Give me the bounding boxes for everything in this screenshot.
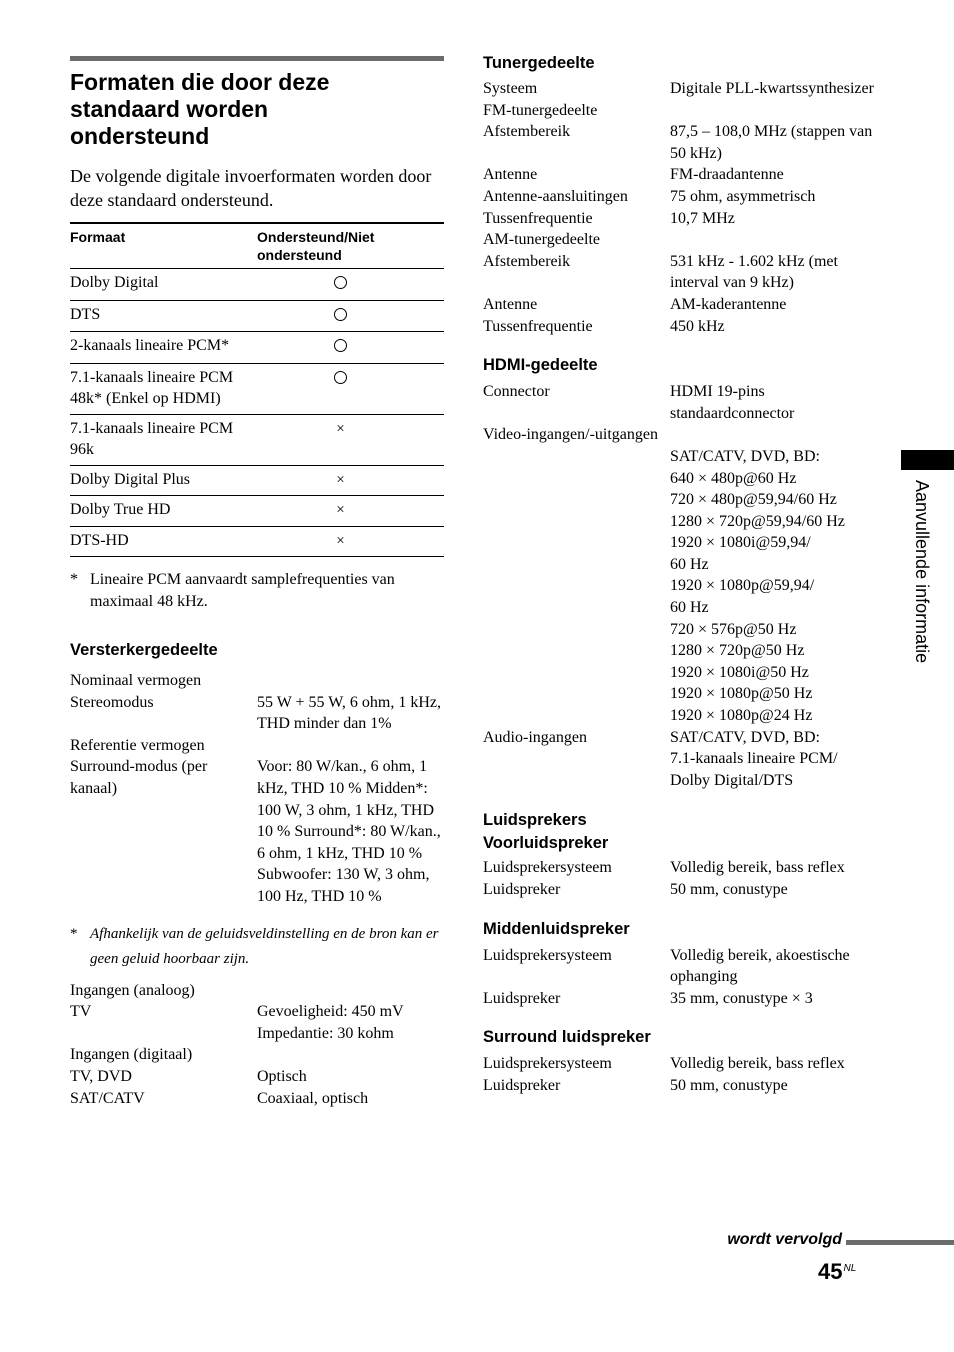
side-label-text: Aanvullende informatie [912,480,932,664]
hdmi-video-line: 720 × 480p@59,94/60 Hz [670,491,837,509]
spec-value: 75 ohm, asymmetrisch [670,187,816,205]
spec-row [483,945,883,988]
support-symbol [257,414,444,465]
spec-value: Volledig bereik, bass reflex [670,859,845,877]
spec-label: TV [70,1003,92,1021]
spec-row [70,1044,444,1066]
center-speaker-spec-list [483,945,883,1010]
spec-label: Ingangen (analoog) [70,981,195,999]
spec-value: 50 mm, conustype [670,1076,788,1094]
side-tab-marker [901,450,954,470]
spec-value [670,100,883,122]
table-row [70,363,444,414]
spec-row [70,1066,444,1088]
table-row [70,496,444,527]
supported-circle-icon [334,371,347,384]
spec-row [483,121,883,164]
spec-value: 50 mm, conustype [670,881,788,898]
format-name: DTS [70,300,257,332]
spec-row [70,980,444,1002]
support-symbol [257,363,444,414]
hdmi-video-line: 60 Hz [670,599,709,617]
spec-label: Luidsprekersysteem [483,946,612,964]
spec-label: Luidspreker [483,881,561,898]
hdmi-audio-line: SAT/CATV, DVD, BD: [670,728,820,746]
support-symbol [257,465,444,496]
spec-value [257,735,444,757]
title-line: ondersteund [70,123,210,149]
spec-value: FM-draadantenne [670,166,784,184]
supported-circle-icon [334,339,347,352]
spec-value [670,229,883,251]
not-supported-cross-icon: × [336,471,345,488]
spec-row [483,381,883,424]
support-symbol [257,332,444,364]
format-name: 7.1-kanaals lineaire PCM 96k [70,414,257,465]
spec-label: Luidsprekersysteem [483,859,612,877]
table-footnote [70,569,444,613]
spec-label: Luidsprekersysteem [483,1055,612,1073]
amp-spec-list [70,670,444,908]
table-row [70,465,444,496]
spec-label: Connector [483,383,550,401]
hdmi-heading: HDMI-gedeelte [483,356,598,375]
spec-value: 35 mm, conustype × 3 [670,989,813,1007]
spec-row [483,294,883,316]
spec-row [483,164,883,186]
spec-value [257,1044,444,1066]
right-column [483,52,883,1097]
spec-label: Surround-modus (per kanaal) [70,758,208,797]
spec-row [70,670,444,692]
side-section-label [906,480,936,720]
spec-row [483,316,883,338]
amp-note [70,922,444,972]
spec-label: Antenne [483,295,538,313]
spec-label: Audio-ingangen [483,728,587,746]
spec-row [483,78,883,100]
spec-label: SAT/CATV [70,1089,145,1107]
hdmi-video-line: 1920 × 1080i@50 Hz [670,663,809,681]
footnote-marker: * [70,571,78,588]
spec-row [483,857,883,879]
amp-note-text: Afhankelijk van de geluidsveldinstelling en de bron kan er geen geluid hoorbaar zijn. [90,925,439,967]
hdmi-video-line: 720 × 576p@50 Hz [670,620,797,638]
support-symbol [257,269,444,301]
spec-row [483,727,883,792]
spec-value: Voor: 80 W/kan., 6 ohm, 1 kHz, THD 10 % Midden*: 100 W, 3 ohm, 1 kHz, THD 10 % Surround*: 80 W/kan., 6 ohm, 1 kHz, THD 10 % Subwoofer: 130 W, 3 ohm, 100 Hz, THD 10 % [257,758,441,905]
spec-label: Referentie vermogen [70,736,205,754]
footnote-text: Lineaire PCM aanvaardt samplefrequenties van maximaal 48 kHz. [90,571,395,610]
spec-row [483,988,883,1010]
spec-row [483,1053,883,1075]
support-symbol [257,496,444,527]
spec-label: Luidspreker [483,1076,561,1094]
format-name: 2-kanaals lineaire PCM* [70,332,257,364]
spec-label: Stereomodus [70,693,154,711]
page-suffix: NL [843,1263,857,1274]
hdmi-video-line: 1280 × 720p@59,94/60 Hz [670,512,845,530]
spec-value [257,670,444,692]
hdmi-video-line: 60 Hz [670,555,709,573]
spec-value: 10,7 MHz [670,209,735,227]
hdmi-video-line: 640 × 480p@60 Hz [670,469,797,487]
center-speaker-heading: Middenluidspreker [483,919,630,938]
hdmi-video-line: 1920 × 1080p@24 Hz [670,707,813,725]
hdmi-spec-list [483,381,883,791]
spec-label: Antenne [483,166,538,184]
not-supported-cross-icon: × [336,420,345,437]
spec-row [483,100,883,122]
format-name: 7.1-kanaals lineaire PCM 48k* (Enkel op HDMI) [70,363,257,414]
spec-value [257,980,444,1002]
hdmi-video-line: 1280 × 720p@50 Hz [670,642,805,660]
page-title [70,69,444,150]
format-table-body [70,269,444,557]
format-name: Dolby Digital [70,269,257,301]
spec-row [483,1075,883,1097]
spec-label: Tussenfrequentie [483,317,593,335]
speakers-heading: Luidsprekers [483,811,587,830]
spec-label: Luidspreker [483,989,561,1007]
spec-value: Coaxiaal, optisch [257,1089,369,1107]
continued-bar [846,1240,954,1245]
spec-label: Antenne-aansluitingen [483,187,628,205]
supported-circle-icon [334,276,347,289]
format-table [70,222,444,557]
spec-row [483,229,883,251]
not-supported-cross-icon: × [336,502,345,518]
table-row [70,414,444,465]
spec-label: Afstembereik [483,123,571,141]
title-line: standaard worden [70,96,269,122]
spec-row [483,208,883,230]
column-header-supported: Ondersteund/Niet ondersteund [257,223,444,269]
tuner-heading: Tunergedeelte [483,54,595,72]
format-name: Dolby True HD [70,496,257,527]
hdmi-audio-line: 7.1-kanaals lineaire PCM/ [670,750,838,768]
spec-row [70,735,444,757]
spec-value: Gevoeligheid: 450 mV Impedantie: 30 kohm [257,1003,404,1042]
amp-heading: Versterkergedeelte [70,641,218,659]
spec-value [670,727,883,792]
support-symbol [257,300,444,332]
front-speaker-heading: Voorluidspreker [483,834,609,853]
spec-value: Optisch [257,1067,307,1085]
supported-circle-icon [334,308,347,321]
front-speaker-spec-list [483,857,883,900]
spec-label: Tussenfrequentie [483,209,593,227]
hdmi-video-line: 1920 × 1080p@59,94/ [670,577,815,595]
spec-label: Video-ingangen/-uitgangen [483,426,658,444]
spec-value: Volledig bereik, akoestische ophanging [670,946,850,986]
left-column [70,56,444,1109]
support-symbol [257,526,444,557]
spec-row [483,879,883,901]
spec-label: AM-tunergedeelte [483,231,600,249]
spec-label: TV, DVD [70,1067,132,1085]
continued-label: wordt vervolgd [727,1231,842,1248]
intro-text: De volgende digitale invoerformaten worden door deze standaard ondersteund. [70,166,432,210]
hdmi-video-line: 1920 × 1080i@59,94/ [670,534,811,552]
hdmi-video-line: SAT/CATV, DVD, BD: [670,447,820,465]
spec-label: Systeem [483,80,538,97]
spec-value: HDMI 19-pins standaardconnector [670,383,795,422]
spec-value: Digitale PLL-kwartssynthesizer [670,80,874,97]
spec-value: 87,5 – 108,0 MHz (stappen van 50 kHz) [670,123,873,162]
spec-value: Volledig bereik, bass reflex [670,1055,845,1073]
spec-row [70,1088,444,1110]
tuner-spec-list [483,78,883,337]
spec-row [70,756,444,907]
spec-label: Ingangen (digitaal) [70,1046,193,1064]
surround-speaker-spec-list [483,1053,883,1096]
spec-label: Afstembereik [483,252,571,270]
spec-value: 450 kHz [670,317,725,335]
note-marker: * [70,925,78,942]
title-line: Formaten die door deze [70,69,330,95]
hdmi-video-line: 1920 × 1080p@50 Hz [670,685,813,703]
format-name: DTS-HD [70,526,257,557]
table-row [70,300,444,332]
table-row [70,332,444,364]
spec-value: 55 W + 55 W, 6 ohm, 1 kHz, THD minder dan 1% [257,693,441,733]
spec-label: FM-tunergedeelte [483,101,598,119]
title-rule [70,56,444,61]
spec-value: AM-kaderantenne [670,295,787,313]
table-row [70,526,444,557]
page-number [818,1259,856,1285]
spec-row [483,251,883,294]
table-row [70,269,444,301]
spec-row [483,186,883,208]
hdmi-video-values [483,446,883,727]
spec-value: 531 kHz - 1.602 kHz (met interval van 9 kHz) [670,252,838,292]
not-supported-cross-icon: × [336,532,345,549]
hdmi-audio-line: Dolby Digital/DTS [670,771,794,789]
surround-speaker-heading: Surround luidspreker [483,1028,651,1047]
input-spec-list [70,980,444,1110]
spec-row [70,1001,444,1044]
page-number-value: 45 [818,1259,843,1284]
table-header-row [70,223,444,269]
format-name: Dolby Digital Plus [70,465,257,496]
column-header-format: Formaat [70,223,257,269]
spec-row [70,692,444,735]
spec-label: Nominaal vermogen [70,672,202,689]
